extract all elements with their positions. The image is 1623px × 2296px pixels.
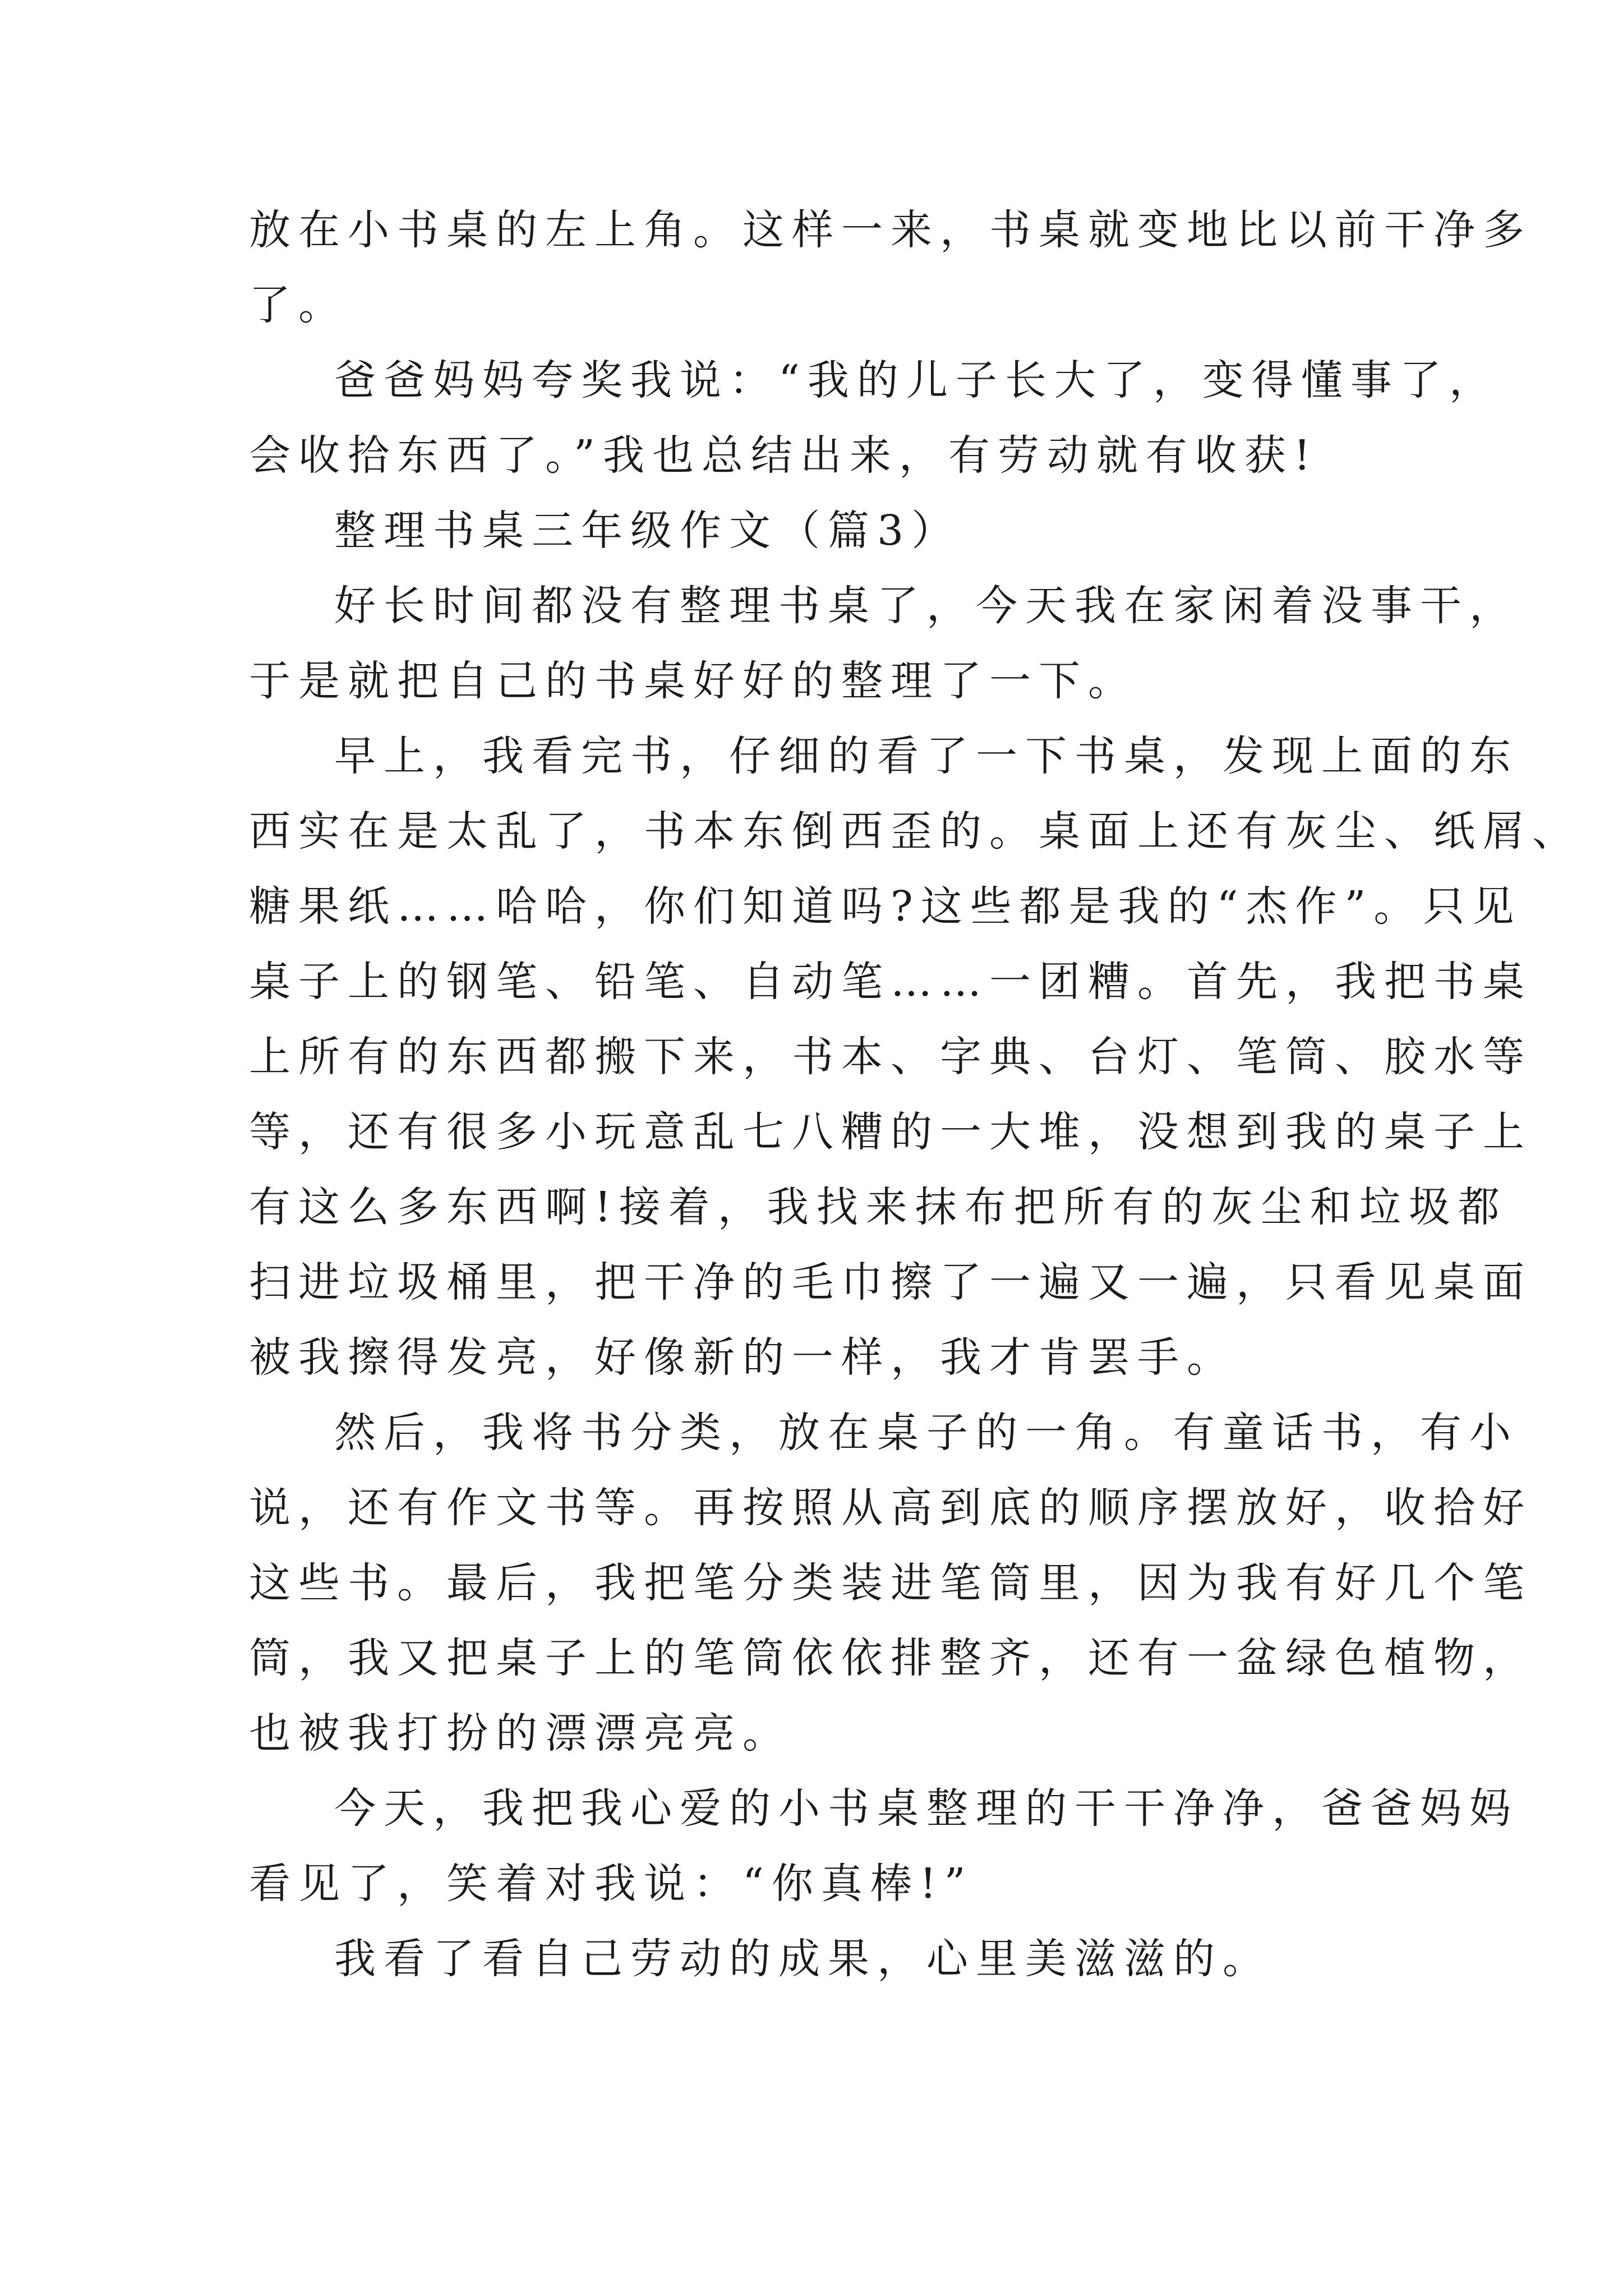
paragraph-start-line: 我看了看自己劳动的成果，心里美滋滋的。 <box>334 1935 1272 1983</box>
section-heading: 整理书桌三年级作文（篇3） <box>334 507 961 555</box>
text-line: 说，还有作文书等。再按照从高到底的顺序摆放好，收拾好 <box>249 1484 1532 1532</box>
text-line: 糖果纸……哈哈，你们知道吗?这些都是我的“杰作”。只见 <box>249 882 1522 931</box>
text-line: 有这么多东西啊!接着，我找来抹布把所有的灰尘和垃圾都 <box>249 1183 1507 1231</box>
text-line: 筒，我又把桌子上的笔筒依依排整齐，还有一盆绿色植物， <box>249 1634 1532 1682</box>
text-line: 西实在是太乱了，书本东倒西歪的。桌面上还有灰尘、纸屑、 <box>249 807 1581 855</box>
paragraph-start-line: 好长时间都没有整理书桌了，今天我在家闲着没事干， <box>334 582 1519 630</box>
text-line: 桌子上的钢笔、铅笔、自动笔……一团糟。首先，我把书桌 <box>249 958 1532 1006</box>
text-line: 上所有的东西都搬下来，书本、字典、台灯、笔筒、胶水等 <box>249 1033 1532 1081</box>
text-line: 放在小书桌的左上角。这样一来，书桌就变地比以前干净多 <box>249 206 1532 254</box>
text-line: 了。 <box>249 281 348 329</box>
paragraph-start-line: 爸爸妈妈夸奖我说：“我的儿子长大了，变得懂事了， <box>334 356 1498 404</box>
paragraph-start-line: 今天，我把我心爱的小书桌整理的干干净净，爸爸妈妈 <box>334 1784 1519 1833</box>
text-line: 扫进垃圾桶里，把干净的毛巾擦了一遍又一遍，只看见桌面 <box>249 1258 1532 1306</box>
text-line: 看见了，笑着对我说：“你真棒!” <box>249 1860 974 1908</box>
paragraph-start-line: 早上，我看完书，仔细的看了一下书桌，发现上面的东 <box>334 732 1519 780</box>
text-line: 被我擦得发亮，好像新的一样，我才肯罢手。 <box>249 1333 1236 1382</box>
text-line: 会收拾东西了。”我也总结出来，有劳动就有收获! <box>249 431 1318 480</box>
text-line: 也被我打扮的漂漂亮亮。 <box>249 1709 792 1757</box>
text-line: 等，还有很多小玩意乱七八糟的一大堆，没想到我的桌子上 <box>249 1108 1532 1156</box>
text-line: 这些书。最后，我把笔分类装进笔筒里，因为我有好几个笔 <box>249 1559 1532 1607</box>
text-line: 于是就把自己的书桌好好的整理了一下。 <box>249 657 1137 705</box>
paragraph-start-line: 然后，我将书分类，放在桌子的一角。有童话书，有小 <box>334 1409 1519 1457</box>
